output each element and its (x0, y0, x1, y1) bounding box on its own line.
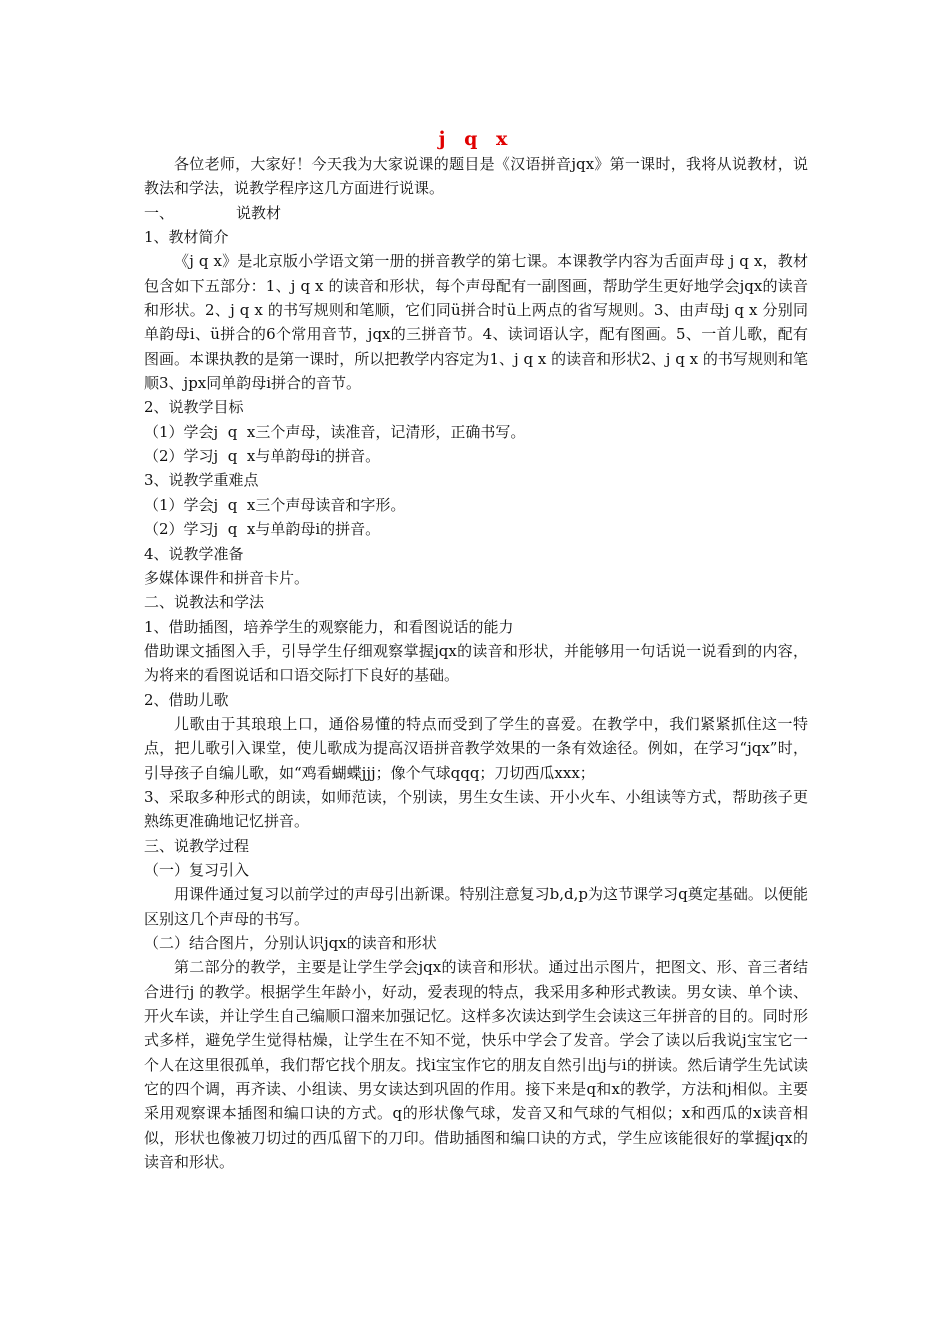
paragraph: 2、说教学目标 (144, 398, 244, 417)
paragraph: 用课件通过复习以前学过的声母引出新课。特别注意复习b,d,p为这节课学习q奠定基础。以便能区别这几个声母的书写。 (144, 885, 808, 928)
paragraph: （一）复习引入 (144, 860, 250, 879)
paragraph: （2）学习j q x与单韵母i的拼音。 (144, 520, 381, 539)
paragraph: 各位老师，大家好！今天我为大家说课的题目是《汉语拼音jqx》第一课时，我将从说教材，说教法和学法，说教学程序这几方面进行说课。 (144, 155, 808, 198)
paragraph: 一、 说教材 (144, 203, 281, 222)
paragraph: 第二部分的教学，主要是让学生学会jqx的读音和形状。通过出示图片，把图文、形、音三者结合进行j 的教学。根据学生年龄小，好动，爱表现的特点，我采用多种形式教读。男女读、单个读、开火车读，并让学生自己编顺口溜来加强记忆。这样多次读达到学生会读这三年拼音的目的。同时形式多样，避免学生觉得枯燥，让学生在不知不觉，快乐中学会了发音。学会了读以后我说j宝宝它一个人在这里很孤单，我们帮它找个朋友。找i宝宝作它的朋友自然引出j与i的拼读。然后请学生先试读它的四个调，再齐读、小组读、男女读达到巩固的作用。接下来是q和x的教学，方法和j相似。主要采用观察课本插图和编口诀的方式。q的形状像气球，发音又和气球的气相似；x和西瓜的x读音相似，形状也像被刀切过的西瓜留下的刀印。借助插图和编口诀的方式，学生应该能很好的掌握jqx的读音和形状。 (144, 958, 808, 1172)
paragraph: （1）学会j q x三个声母，读准音，记清形，正确书写。 (144, 422, 526, 441)
paragraph: 三、说教学过程 (144, 836, 250, 855)
paragraph: 《j q x》是北京版小学语文第一册的拼音教学的第七课。本课教学内容为舌面声母 j q x，教材包含如下五部分：1、j q x 的读音和形状，每个声母配有一副图画，帮助学生更好地学会jqx的读音和形状。2、j q x 的书写规则和笔顺，它们同ü拼合时ü上两点的省写规则。3、由声母j q x 分别同单韵母i、ü拼合的6个常用音节，jqx的三拼音节。4、读词语认字，配有图画。5、一首儿歌，配有图画。本课执教的是第一课时，所以把教学内容定为1、j q x 的读音和形状2、j q x 的书写规则和笔顺3、jpx同单韵母i拼合的音节。 (144, 252, 808, 393)
paragraph: 借助课文插图入手，引导学生仔细观察掌握jqx的读音和形状，并能够用一句话说一说看到的内容，为将来的看图说话和口语交际打下良好的基础。 (144, 641, 808, 685)
paragraph: （2）学习j q x与单韵母i的拼音。 (144, 447, 381, 466)
paragraph: 1、借助插图，培养学生的观察能力，和看图说话的能力 (144, 617, 514, 636)
paragraph: （1）学会j q x三个声母读音和字形。 (144, 495, 406, 514)
paragraph: 多媒体课件和拼音卡片。 (144, 568, 310, 587)
paragraph: 2、借助儿歌 (144, 690, 229, 709)
paragraph: 3、说教学重难点 (144, 471, 259, 490)
paragraph: 3、采取多种形式的朗读，如师范读，个别读，男生女生读、开小火车、小组读等方式，帮助孩子更熟练更准确地记忆拼音。 (144, 787, 808, 831)
paragraph: 二、说教法和学法 (144, 593, 265, 612)
paragraph: 1、教材简介 (144, 228, 229, 247)
document-title: j q x (438, 128, 514, 150)
paragraph: 儿歌由于其琅琅上口，通俗易懂的特点而受到了学生的喜爱。在教学中，我们紧紧抓住这一特点，把儿歌引入课堂，使儿歌成为提高汉语拼音教学效果的一条有效途径。例如，在学习“jqx”时，引导孩子自编儿歌，如“鸡看蝴蝶jjj；像个气球qqq；刀切西瓜xxx； (144, 714, 808, 782)
paragraph: 4、说教学准备 (144, 544, 244, 563)
document-body (144, 126, 808, 1174)
paragraph: （二）结合图片，分别认识jqx的读音和形状 (144, 934, 437, 952)
